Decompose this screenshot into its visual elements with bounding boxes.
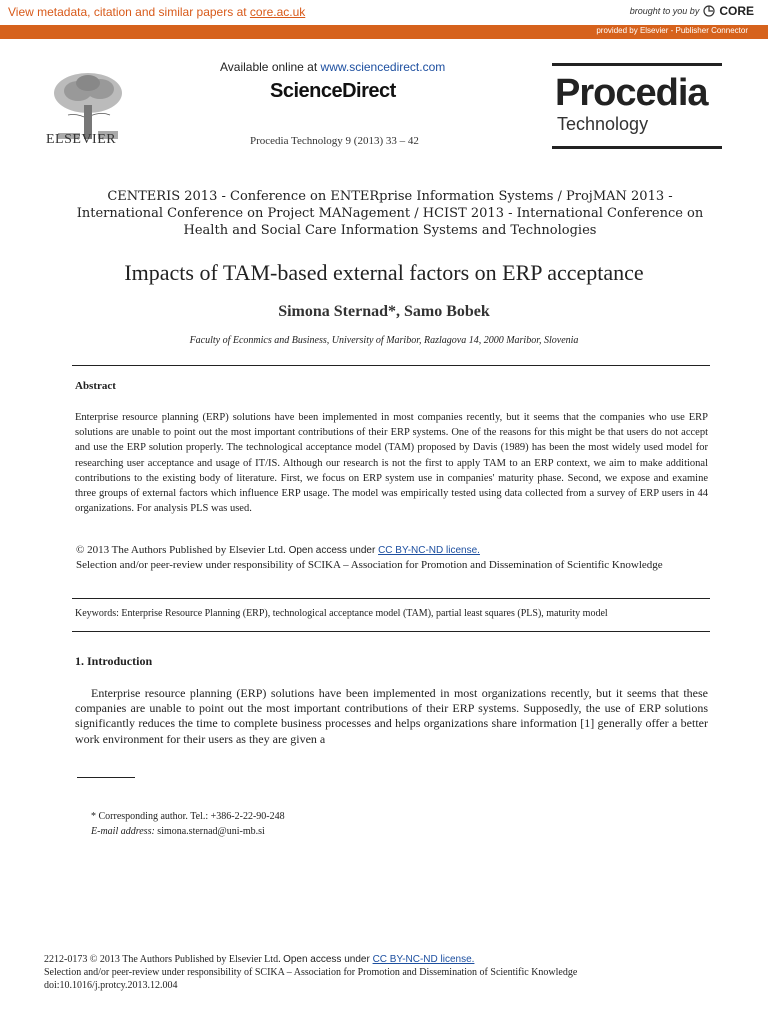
- procedia-subtitle: Technology: [557, 114, 649, 134]
- sciencedirect-link[interactable]: www.sciencedirect.com: [320, 60, 446, 74]
- divider-top: [72, 365, 710, 366]
- core-prefix: View metadata, citation and similar papers at: [8, 5, 250, 19]
- core-link[interactable]: core.ac.uk: [249, 5, 306, 19]
- core-provider-bar: [0, 25, 768, 39]
- open-access-label: Open access under: [288, 545, 379, 556]
- email-label: E-mail address:: [91, 826, 155, 837]
- paper-title: Impacts of TAM-based external factors on ERP acceptance: [124, 260, 644, 285]
- email-address: simona.sternad@uni-mb.si: [154, 826, 265, 837]
- copyright-notice: [76, 543, 696, 573]
- core-logo-icon: [703, 5, 715, 17]
- footnote-email: [91, 826, 265, 837]
- author-affiliation: Faculty of Econmics and Business, University of Maribor, Razlagova 14, 2000 Maribor, Slovenia: [189, 335, 579, 346]
- available-prefix: Available online at: [220, 60, 321, 74]
- footer-license-link[interactable]: CC BY-NC-ND license.: [372, 954, 475, 965]
- core-metadata-text: [8, 5, 305, 19]
- keywords: Keywords: Enterprise Resource Planning (ERP), technological acceptance model (TAM), partial least squares (PLS), maturity model: [75, 608, 608, 619]
- license-link[interactable]: CC BY-NC-ND license.: [378, 545, 480, 556]
- elsevier-wordmark: ELSEVIER: [46, 132, 117, 147]
- divider-keywords: [72, 598, 710, 599]
- abstract-body: Enterprise resource planning (ERP) solutions have been implemented in most companies recently, but it seems that the companies who use ERP solutions are unable to point out the most important contributions of their ERP systems. One of the reasons for this might be that users do not accept and use the ERP solution properly. The technological acceptance model (TAM) proposed by Davis (1989) has been the most widely used model for researching user acceptance and usage of IT/IS. Although our research is not the first to apply TAM to an ERP context, we aim to make additional contributions to the existing body of literature. First, we focus on ERP system use in companies' maturity phase. Second, we expose and examine three groups of external factors which influence ERP usage. The model was empirically tested using data collected from a survey of ERP users in 44 organizations. For analysis PLS was used.: [75, 412, 708, 515]
- sciencedirect-wordmark: ScienceDirect: [270, 80, 396, 102]
- footer-issn: 2212-0173 © 2013 The Authors Published by Elsevier Ltd.: [44, 954, 284, 965]
- journal-citation: Procedia Technology 9 (2013) 33 – 42: [250, 135, 419, 147]
- footer-peer-review: Selection and/or peer-review under responsibility of SCIKA – Association for Promotion and Dissemination of Scientific Knowledge: [44, 967, 578, 978]
- abstract-heading: Abstract: [75, 380, 116, 392]
- paper-authors: Simona Sternad*, Samo Bobek: [278, 303, 490, 320]
- section-heading-introduction: 1. Introduction: [75, 654, 153, 668]
- introduction-body: Enterprise resource planning (ERP) solutions have been implemented in most organizations recently, but it seems that these companies are unable to point out the most important contributions of their ERP systems. Supposedly, the use of ERP solutions significantly reduces the time to complete business processes and helps organizations share information [1] generally offer a better work environment for their users as they are given a: [75, 686, 708, 746]
- footer-doi: doi:10.1016/j.protcy.2013.12.004: [44, 980, 178, 991]
- copyright-prefix: © 2013 The Authors Published by Elsevier Ltd.: [76, 544, 289, 556]
- procedia-wordmark: Procedia: [555, 72, 708, 114]
- available-online-text: [220, 60, 445, 74]
- provided-by-text: provided by Elsevier - Publisher Connector: [596, 26, 748, 35]
- footnote-corresponding-author: * Corresponding author. Tel.: +386-2-22-90-248: [91, 811, 285, 822]
- footnote-divider: [77, 777, 135, 778]
- core-wordmark: CORE: [719, 4, 754, 18]
- peer-review-notice: Selection and/or peer-review under responsibility of SCIKA – Association for Promotion and Dissemination of Scientific Knowledge: [76, 559, 663, 571]
- conference-name: CENTERIS 2013 - Conference on ENTERprise Information Systems / ProjMAN 2013 - International Conference on Project MANagement / HCIST 2013 - International Conference on Health and Social Care Information Systems and Technologies: [76, 189, 704, 238]
- footer-open-access: Open access under: [283, 954, 373, 965]
- divider-bottom: [72, 631, 710, 632]
- core-brand[interactable]: [630, 4, 754, 18]
- brought-by-label: brought to you by: [629, 6, 700, 16]
- page-footer: [44, 953, 744, 992]
